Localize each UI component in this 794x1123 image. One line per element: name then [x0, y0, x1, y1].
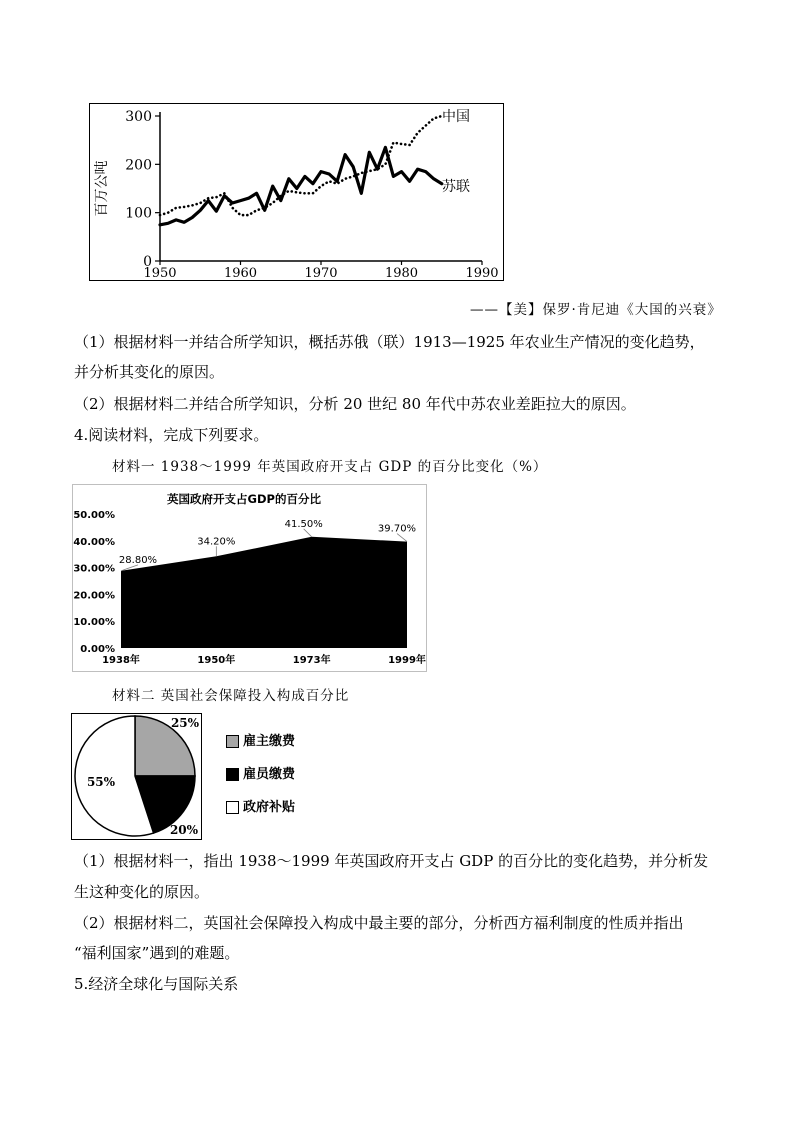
grain-xtick-1: 1960 — [223, 266, 258, 280]
q4-title: 4.阅读材料，完成下列要求。 — [74, 426, 269, 444]
gdp-ytick-4: 40.00% — [73, 536, 115, 548]
q3-1-line1: （1）根据材料一并结合所学知识，概括苏俄（联）1913—1925 年农业生产情况的变化趋势， — [74, 333, 705, 351]
q3-1-line2: 并分析其变化的原因。 — [74, 363, 225, 381]
gdp-area — [118, 537, 407, 648]
q3-2: （2）根据材料二并结合所学知识，分析 20 世纪 80 年代中苏农业差距拉大的原因。 — [74, 395, 636, 413]
gdp-data-label-3: 39.70% — [377, 523, 417, 535]
legend-label-employer: 雇主缴费 — [243, 734, 296, 749]
gdp-label-leader-3 — [397, 534, 407, 542]
source-citation: ——【美】保罗·肯尼迪《大国的兴衰》 — [470, 302, 722, 318]
material2-caption: 材料二 英国社会保障投入构成百分比 — [112, 688, 350, 704]
legend-swatch-employer — [226, 735, 239, 748]
gdp-xtick-3: 1999年 — [388, 655, 426, 666]
pie-chart-frame — [71, 713, 202, 840]
gdp-xtick-1: 1950年 — [197, 655, 236, 666]
gdp-ytick-5: 50.00% — [73, 510, 115, 521]
legend-item-employee — [226, 763, 295, 782]
q4-2-line1: （2）根据材料二，英国社会保障投入构成中最主要的部分，分析西方福利制度的性质并指出 — [74, 914, 684, 932]
q4-1-line1: （1）根据材料一，指出 1938～1999 年英国政府开支占 GDP 的百分比的变化趋势，并分析发 — [74, 852, 709, 870]
gdp-ytick-3: 30.00% — [73, 563, 115, 575]
gdp-chart-frame — [72, 484, 427, 672]
material1-caption: 材料一 1938～1999 年英国政府开支占 GDP 的百分比变化（%） — [112, 459, 548, 475]
gdp-xtick-2: 1973年 — [292, 655, 331, 666]
gdp-data-label-0: 28.80% — [118, 554, 158, 566]
gdp-ytick-1: 10.00% — [73, 617, 115, 629]
q5-title: 5.经济全球化与国际关系 — [74, 975, 239, 993]
gdp-label-leader-2 — [304, 529, 312, 537]
pie-label-2: 55% — [86, 775, 116, 789]
social-security-pie — [72, 714, 201, 839]
pie-label-1: 20% — [169, 823, 199, 837]
gdp-title: 英国政府开支占GDP的百分比 — [167, 492, 321, 506]
grain-label-china: 中国 — [442, 109, 470, 125]
q4-1-line2: 生这种变化的原因。 — [74, 883, 210, 901]
grain-series-1 — [160, 147, 442, 224]
grain-xtick-2: 1970 — [304, 266, 338, 280]
gdp-ytick-2: 20.00% — [73, 590, 115, 602]
grain-xtick-0: 1950 — [143, 266, 177, 280]
grain-ytick-3: 300 — [125, 109, 152, 125]
grain-ytick-0: 0 — [143, 254, 152, 270]
gdp-xtick-0: 1938年 — [102, 655, 140, 666]
grain-xtick-3: 1980 — [384, 266, 419, 280]
grain-ytick-1: 100 — [125, 205, 152, 222]
grain-chart — [90, 104, 503, 280]
pie-legend — [226, 730, 295, 815]
gdp-data-label-2: 41.50% — [284, 518, 323, 530]
pie-label-0: 25% — [170, 716, 200, 730]
legend-swatch-government — [226, 801, 239, 814]
gdp-area-chart — [73, 485, 426, 671]
grain-chart-frame — [89, 103, 504, 281]
legend-label-employee: 雇员缴费 — [243, 767, 296, 782]
grain-xtick-4: 1990 — [465, 266, 499, 280]
grain-ytick-2: 200 — [125, 157, 152, 174]
gdp-data-label-1: 34.20% — [197, 536, 236, 548]
grain-ylabel: 百万公吨 — [94, 160, 110, 217]
grain-series-0 — [160, 116, 442, 215]
q4-2-line2: “福利国家”遇到的难题。 — [74, 944, 240, 962]
gdp-ytick-0: 0.00% — [80, 644, 115, 655]
legend-item-employer — [226, 730, 295, 749]
grain-label-ussr: 苏联 — [442, 179, 470, 195]
legend-item-government — [226, 796, 295, 815]
legend-label-government: 政府补贴 — [243, 800, 296, 815]
legend-swatch-employee — [226, 768, 239, 781]
